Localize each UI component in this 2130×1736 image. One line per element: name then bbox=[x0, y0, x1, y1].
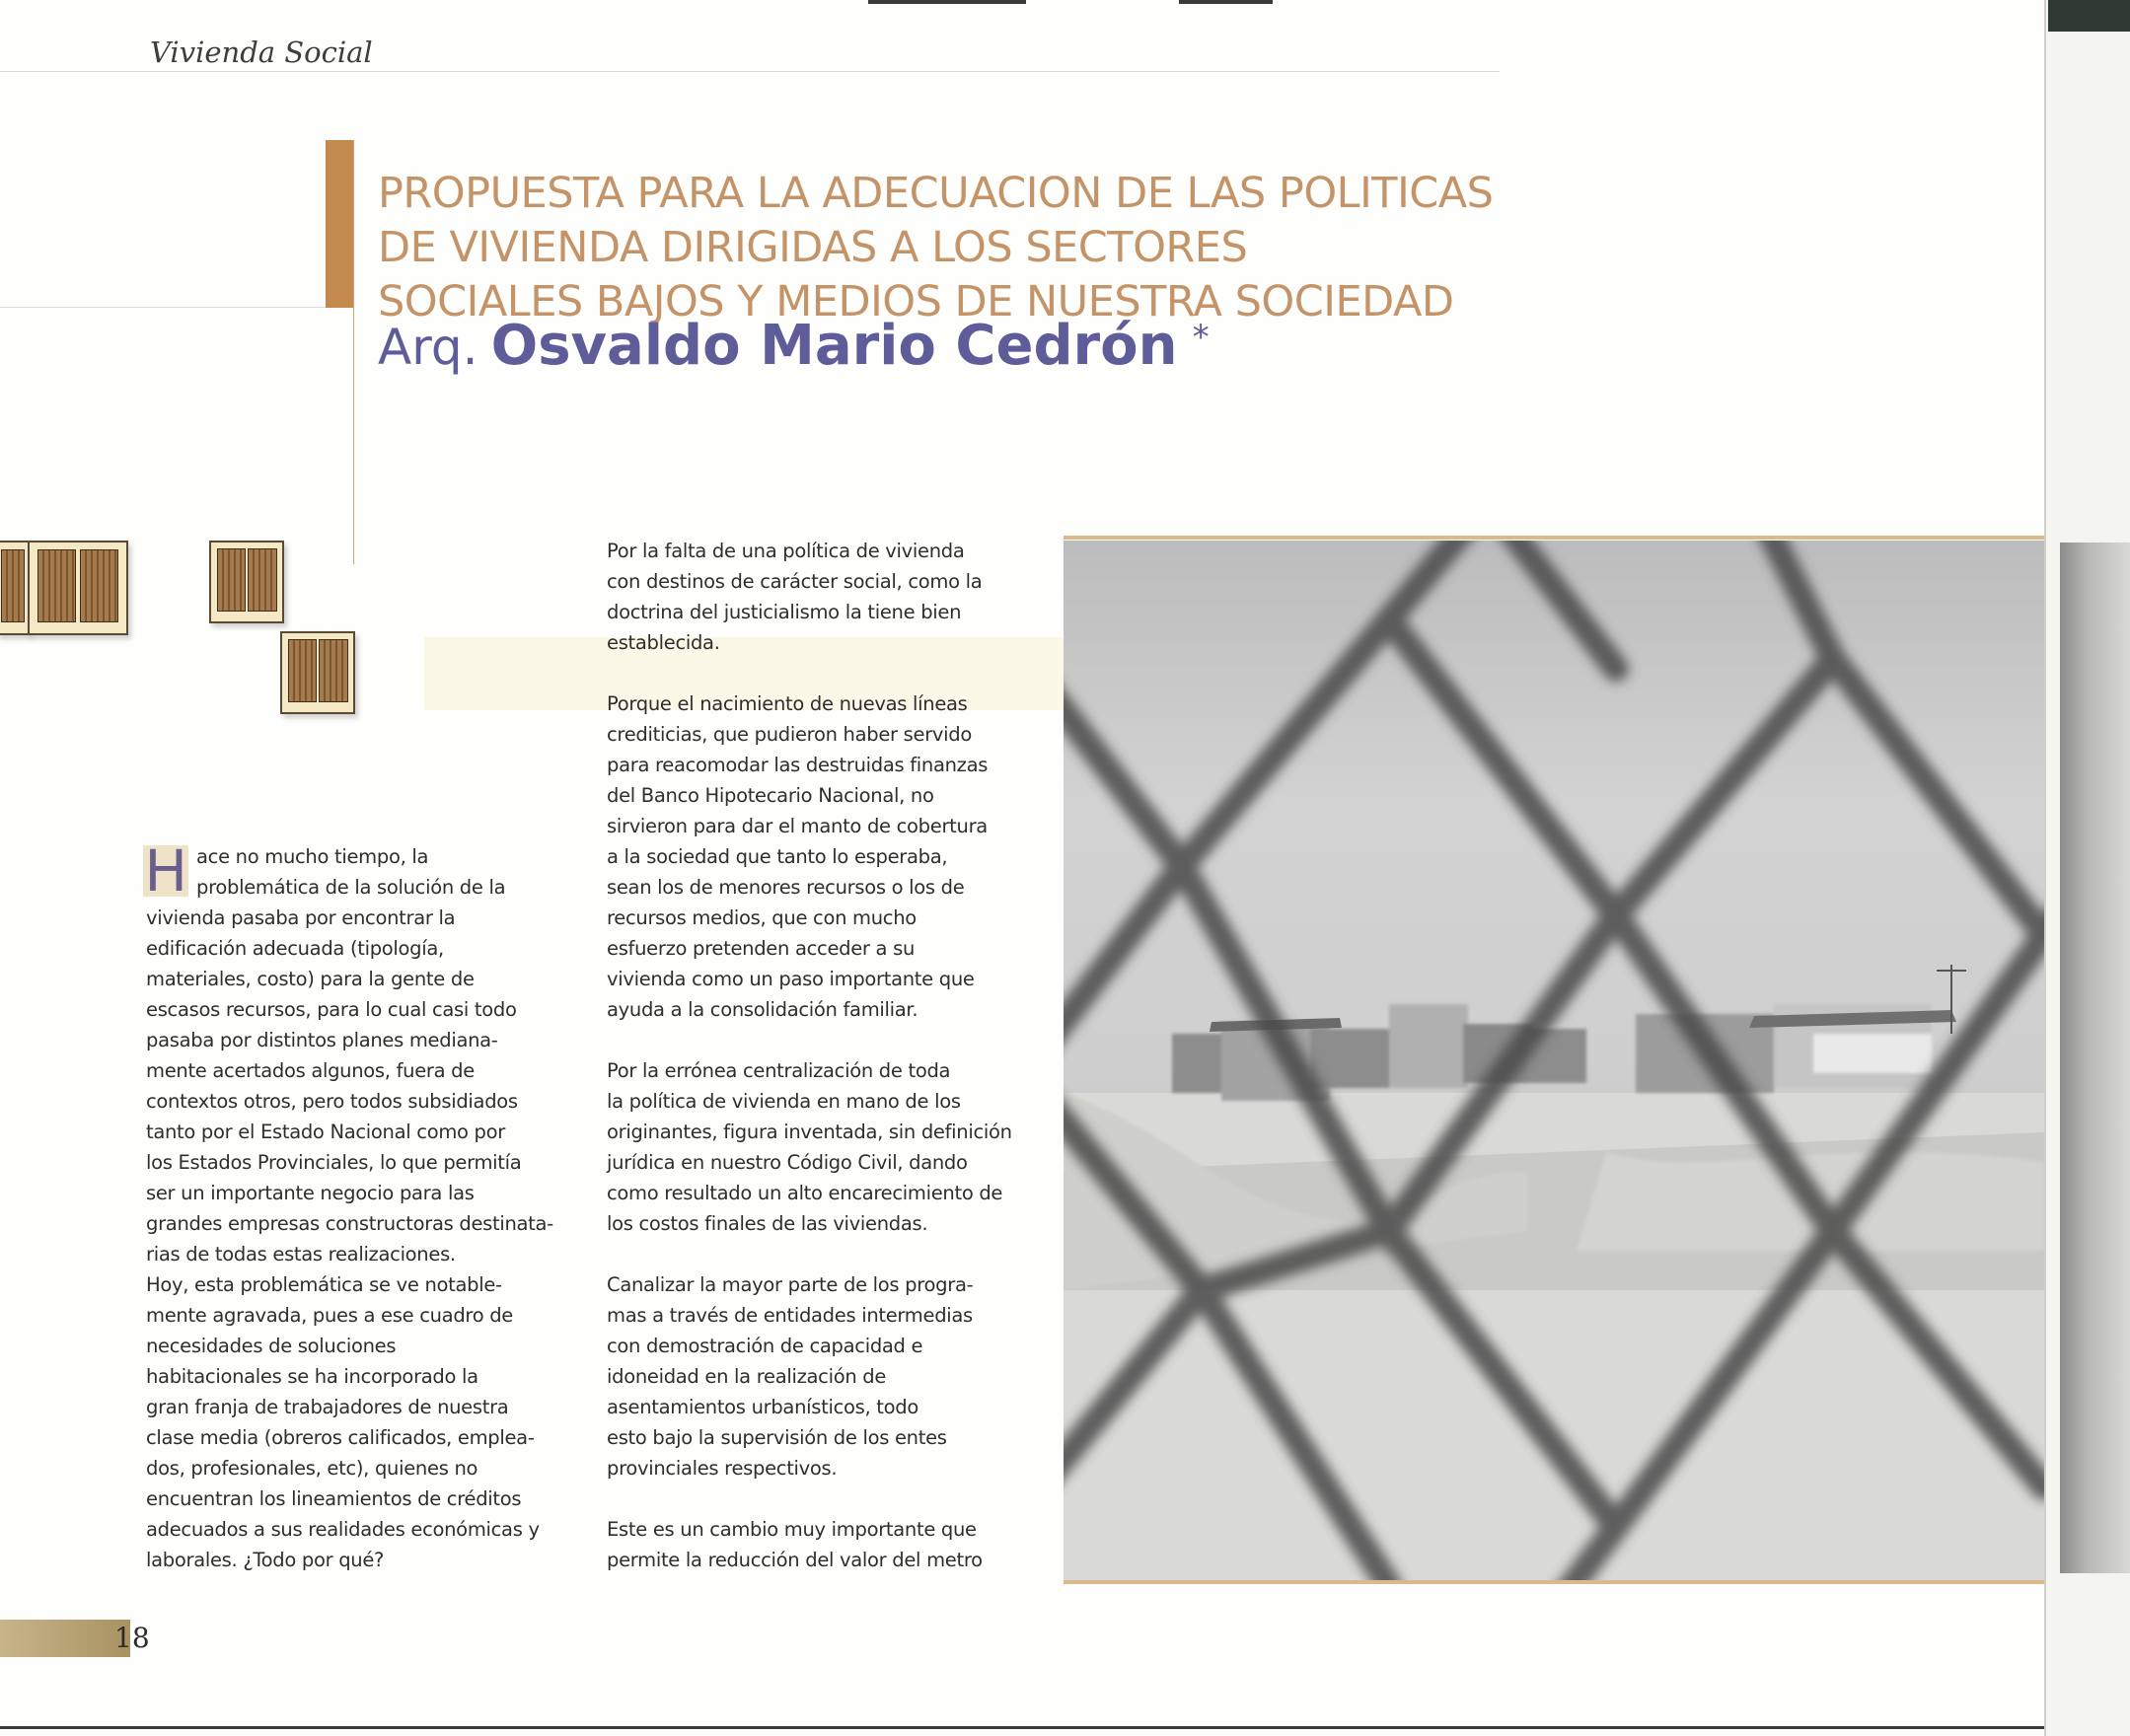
divider bbox=[0, 307, 326, 308]
section-header: Vivienda Social bbox=[150, 36, 373, 69]
bottom-edge bbox=[0, 1726, 2044, 1729]
author-footnote-mark: * bbox=[1192, 318, 1210, 357]
page-number: 18 bbox=[114, 1622, 150, 1654]
title-line: DE VIVIENDA DIRIGIDAS A LOS SECTORES bbox=[378, 222, 1248, 272]
title-vertical-rule bbox=[353, 140, 354, 564]
top-edge-mark bbox=[868, 0, 1026, 4]
facing-page-photo-edge bbox=[2060, 542, 2130, 1573]
paragraph: Por la errónea centralización de toda la política de vivienda en mano de los originantes, figura inventada, sin definición jurídica en nuestro Código Civil, dando como resultado un alto encarecimiento de los costos finales de las viviendas. bbox=[607, 1059, 1012, 1235]
text-column-1 bbox=[144, 837, 560, 1575]
paragraph: Este es un cambio muy importante que permite la reducción del valor del metro bbox=[607, 1518, 983, 1571]
paragraph: Hoy, esta problemática se ve notable- mente agravada, pues a ese cuadro de necesidades de soluciones habitacionales se ha incorporado la gran franja de trabajadores de nuestra clase media (obreros calificados, emplea- dos, profesionales, etc), quienes no encuentran los lineamientos de créditos adecuados a sus realidades económicas y laborales. ¿Todo por qué? bbox=[146, 1273, 540, 1571]
paragraph: Porque el nacimiento de nuevas líneas crediticias, que pudieron haber servido para reacomodar las destruidas finanzas del Banco Hipotecario Nacional, no sirvieron para dar el manto de cobertura a la sociedad que tanto lo esperaba, sean los de menores recursos o los de recursos medios, que con mucho esfuerzo pretenden acceder a su vivienda como un paso importante que ayuda a la consolidación familiar. bbox=[607, 692, 989, 1021]
paragraph: Por la falta de una política de vivienda con destinos de carácter social, como la doctrina del justicialismo la tiene bien establecida. bbox=[607, 540, 983, 654]
author-name: Osvaldo Mario Cedrón bbox=[490, 314, 1178, 378]
window-image bbox=[0, 541, 30, 635]
paragraph: ace no mucho tiempo, la problemática de la solución de la vivienda pasaba por encontrar la edificación adecuada (tipología, materiales, costo) para la gente de escasos recursos, para lo cual casi todo pasaba por distintos planes mediana- mente acertados algunos, fuera de contextos otros, pero todos subsidiados tanto por el Estado Nacional como por los Estados Provinciales, lo que permitía ser un importante negocio para las grandes empresas constructoras destinata- rias de todas estas realizaciones. bbox=[146, 845, 553, 1266]
author-byline bbox=[378, 314, 1210, 378]
title-line: SOCIALES BAJOS Y MEDIOS DE NUESTRA SOCIEDAD bbox=[378, 276, 1454, 326]
settlement-fence-photo bbox=[1064, 541, 2044, 1584]
window-image bbox=[209, 541, 284, 623]
drop-cap: H bbox=[144, 837, 187, 904]
text-column-2 bbox=[607, 536, 1031, 1575]
author-prefix: Arq. bbox=[378, 319, 478, 376]
photo-top-rule bbox=[1064, 536, 2044, 540]
window-image bbox=[28, 541, 128, 635]
window-image bbox=[280, 631, 355, 714]
title-accent-bar bbox=[326, 140, 354, 308]
facing-page-corner bbox=[2048, 0, 2130, 32]
article-title bbox=[378, 167, 1542, 329]
title-line: PROPUESTA PARA LA ADECUACION DE LAS POLITICAS bbox=[378, 168, 1494, 218]
header-rule bbox=[0, 71, 1500, 72]
photo-illustration bbox=[1064, 541, 2044, 1580]
page-number-bar bbox=[0, 1620, 130, 1657]
paragraph: Canalizar la mayor parte de los progra- mas a través de entidades intermedias con demostración de capacidad e idoneidad en la realización de asentamientos urbanísticos, todo esto bajo la supervisión de los entes provinciales respectivos. bbox=[607, 1273, 974, 1480]
top-edge-mark bbox=[1179, 0, 1273, 4]
